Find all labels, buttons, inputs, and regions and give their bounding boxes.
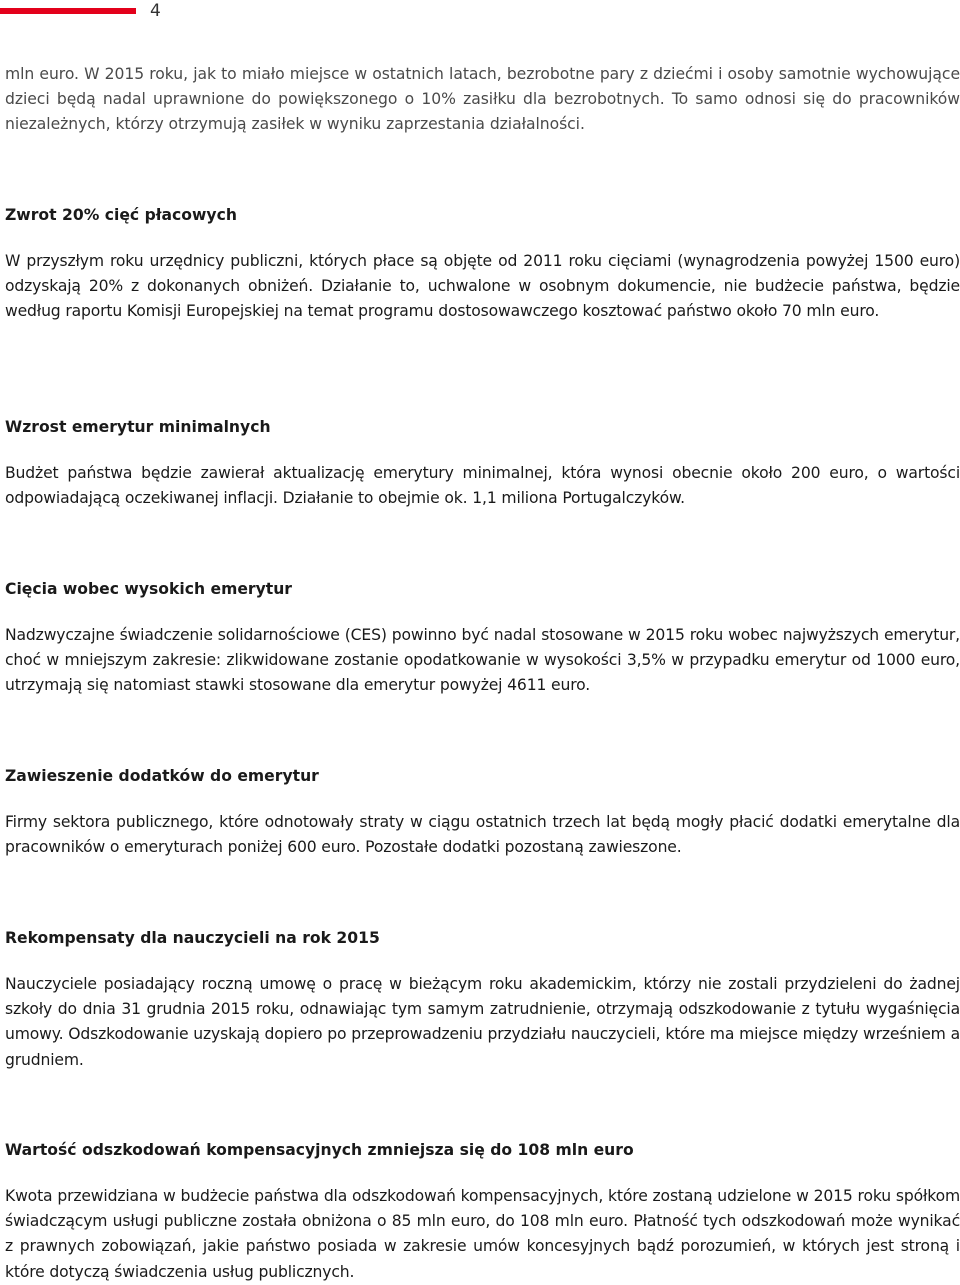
section-text: Nadzwyczajne świadczenie solidarnościowe (CES) powinno być nadal stosowane w 2015 roku wobec najwyższych emerytur, choć w mniejszym zakresie: zlikwidowane zostanie opodatkowanie w wysokości 3,5% w przypadku emerytur od 1000 euro, utrzymają się natomiast stawki stosowane dla emerytur powyżej 4611 euro. <box>5 626 960 695</box>
section-compensatory-payments <box>5 1138 960 1285</box>
section-text: W przyszłym roku urzędnicy publiczni, których płace są objęte od 2011 roku cięciami (wynagrodzenia powyżej 1500 euro) odzyskają 20% z dokonanych obniżeń. Działanie to, uchwalone w osobnym dokumencie, nie budżecie państwa, będzie według raportu Komisji Europejskiej na temat programu dostosowawczego kosztować państwo około 70 mln euro. <box>5 252 960 321</box>
document-body <box>5 62 960 1281</box>
section-text: Nauczyciele posiadający roczną umowę o pracę w bieżącym roku akademickim, którzy nie zostali przydzieleni do żadnej szkoły do dnia 31 grudnia 2015 roku, odnawiając tym samym zatrudnienie, otrzymają odszkodowanie z tytułu wygaśnięcia umowy. Odszkodowanie uzyskają dopiero po przeprowadzeniu przydziału nauczycieli, które ma miejsce między wrześniem a grudniem. <box>5 975 960 1069</box>
section-title: Cięcia wobec wysokich emerytur <box>5 580 292 598</box>
intro-paragraph: mln euro. W 2015 roku, jak to miało miejsce w ostatnich latach, bezrobotne pary z dziećmi i osoby samotnie wychowujące dzieci będą nadal uprawnione do powiększonego o 10% zasiłku dla bezrobotnych. To samo odnosi się do pracowników niezależnych, którzy otrzymują zasiłek w wyniku zaprzestania działalności. <box>5 65 960 134</box>
section-title: Zawieszenie dodatków do emerytur <box>5 767 319 785</box>
section-title: Rekompensaty dla nauczycieli na rok 2015 <box>5 929 380 947</box>
section-text: Budżet państwa będzie zawierał aktualizację emerytury minimalnej, która wynosi obecnie około 200 euro, o wartości odpowiadającą oczekiwanej inflacji. Działanie to obejmie ok. 1,1 miliona Portugalczyków. <box>5 464 960 508</box>
section-minimum-pensions <box>5 415 960 511</box>
section-text: Kwota przewidziana w budżecie państwa dla odszkodowań kompensacyjnych, które zostaną udzielone w 2015 roku spółkom świadczącym usługi publiczne została obniżona o 85 mln euro, do 108 mln euro. Płatność tych odszkodowań może wynikać z prawnych zobowiązań, jakie państwo posiada w zakresie umów koncesyjnych bądź porozumień, w których jest stroną i które dotyczą świadczenia usług publicznych. <box>5 1187 960 1281</box>
section-title: Wzrost emerytur minimalnych <box>5 418 271 436</box>
section-title: Zwrot 20% cięć płacowych <box>5 206 237 224</box>
section-wage-cuts-refund <box>5 203 960 325</box>
header-accent-bar <box>0 8 136 14</box>
section-high-pension-cuts <box>5 577 960 699</box>
section-title: Wartość odszkodowań kompensacyjnych zmniejsza się do 108 mln euro <box>5 1141 634 1159</box>
section-text: Firmy sektora publicznego, które odnotowały straty w ciągu ostatnich trzech lat będą mogły płacić dodatki emerytalne dla pracowników o emeryturach poniżej 600 euro. Pozostałe dodatki pozostaną zawieszone. <box>5 813 960 857</box>
section-pension-supplements <box>5 764 960 860</box>
section-teacher-compensation <box>5 926 960 1073</box>
page-number: 4 <box>150 1 161 21</box>
